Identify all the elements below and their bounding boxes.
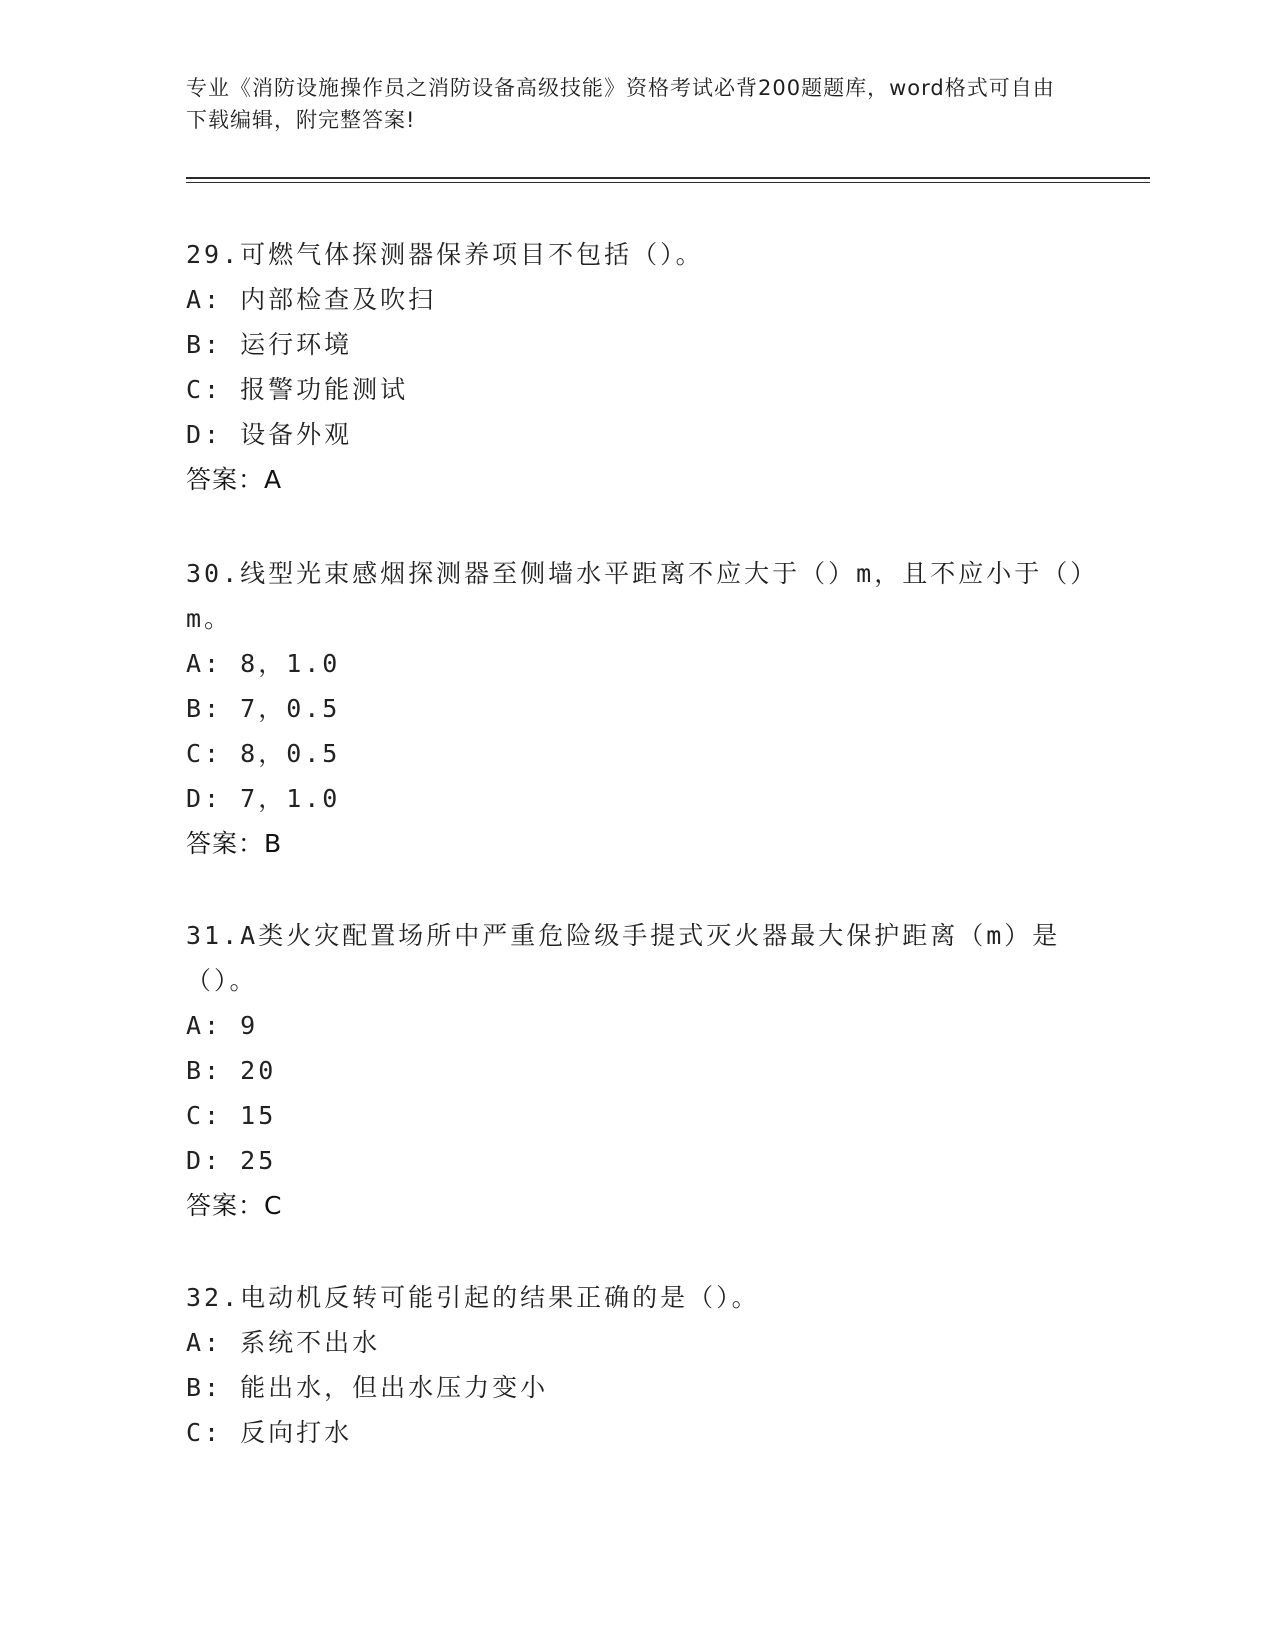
- document-header-text: 专业《消防设施操作员之消防设备高级技能》资格考试必背200题题库，word格式可自由下载编辑，附完整答案!: [186, 76, 1055, 132]
- question-29: [186, 232, 1086, 502]
- option-d: D: 设备外观: [186, 420, 353, 449]
- question-32: [186, 1275, 1086, 1455]
- question-stem: 31.A类火灾配置场所中严重危险级手提式灭火器最大保护距离（m）是（）。: [186, 921, 1061, 995]
- option-b: B: 能出水，但出水压力变小: [186, 1373, 549, 1402]
- header-divider-thick: [186, 177, 1150, 179]
- option-c: C: 15: [186, 1101, 277, 1130]
- option-d: D: 7，1.0: [186, 784, 341, 813]
- option-c: C: 反向打水: [186, 1418, 353, 1447]
- answer-line: 答案：A: [186, 465, 283, 494]
- answer-line: 答案：B: [186, 829, 283, 858]
- option-a: A: 9: [186, 1011, 259, 1040]
- option-c: C: 报警功能测试: [186, 375, 409, 404]
- option-a: A: 系统不出水: [186, 1328, 381, 1357]
- option-b: B: 7，0.5: [186, 694, 341, 723]
- question-stem: 29.可燃气体探测器保养项目不包括（）。: [186, 240, 704, 269]
- question-stem: 32.电动机反转可能引起的结果正确的是（）。: [186, 1283, 760, 1312]
- question-stem: 30.线型光束感烟探测器至侧墙水平距离不应大于（）m，且不应小于（）m。: [186, 559, 1086, 633]
- option-a: A: 内部检查及吹扫: [186, 285, 437, 314]
- option-a: A: 8，1.0: [186, 649, 341, 678]
- question-30: [186, 551, 1086, 866]
- header-divider-thin: [186, 182, 1150, 183]
- option-b: B: 20: [186, 1056, 277, 1085]
- option-b: B: 运行环境: [186, 330, 353, 359]
- option-d: D: 25: [186, 1146, 277, 1175]
- option-c: C: 8，0.5: [186, 739, 341, 768]
- question-31: [186, 913, 1086, 1228]
- answer-line: 答案：C: [186, 1191, 283, 1220]
